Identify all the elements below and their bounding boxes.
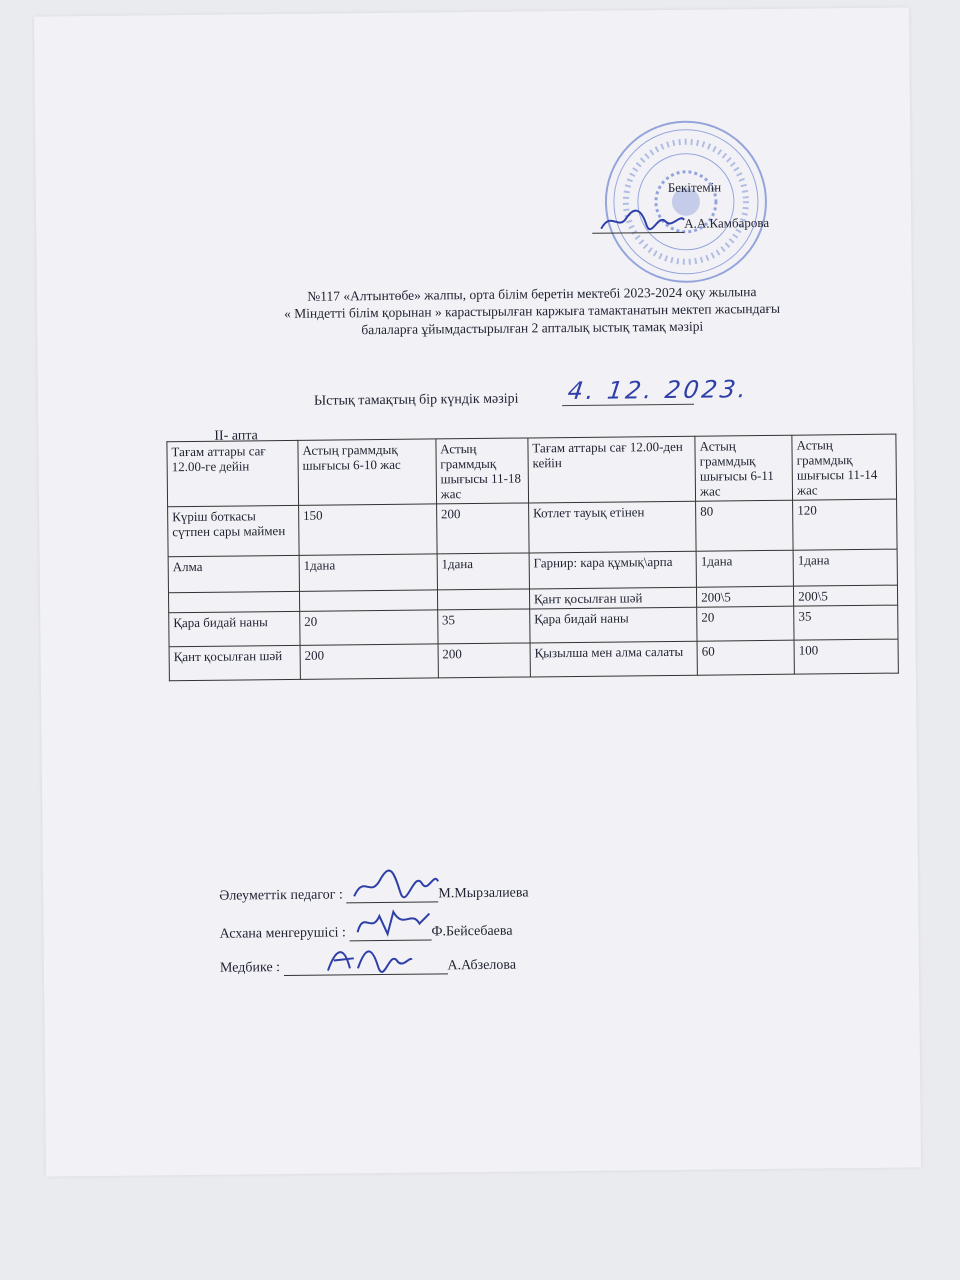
signature-mark xyxy=(350,865,440,904)
table-cell: Күріш боткасы сүтпен сары маймен xyxy=(168,505,299,556)
document-page xyxy=(34,7,921,1176)
table-cell xyxy=(299,590,437,611)
header-cell: Астың граммдық шығысы 11-14 жас xyxy=(792,434,897,500)
table-row xyxy=(168,499,897,557)
signature-name: Ф.Бейсебаева xyxy=(431,923,513,940)
table-cell xyxy=(437,589,529,610)
table-cell: 200 xyxy=(436,503,529,554)
header-cell: Астың граммдық шығысы 6-11 жас xyxy=(695,435,793,501)
signature-mark xyxy=(323,938,413,977)
header-cell: Астың граммдық шығысы 11-18 жас xyxy=(436,438,529,504)
header-cell: Тағам аттары сағ 12.00-ден кейін xyxy=(528,436,696,503)
header-cell: Астың граммдық шығысы 6-10 жас xyxy=(298,439,436,505)
daily-menu-title: Ыстық тамақтың бір күндік мәзірі xyxy=(313,391,519,409)
table-cell: Қызылша мен алма салаты xyxy=(530,641,698,677)
director-signature xyxy=(596,200,686,241)
table-cell: Қант қосылған шәй xyxy=(529,587,696,609)
handwritten-date: 4. 12. 2023. xyxy=(566,375,751,406)
table-cell: Қара бидай наны xyxy=(169,611,300,646)
table-cell: Гарнир: кара құмық\арпа xyxy=(529,551,697,589)
signature-row-social-pedagogue xyxy=(219,885,529,904)
table-cell: 120 xyxy=(793,499,897,550)
signature-line xyxy=(346,887,438,903)
table-cell: 1дана xyxy=(696,550,793,587)
table-cell: 1дана xyxy=(793,549,897,586)
table-cell: Котлет тауық етінен xyxy=(528,501,696,553)
table-row xyxy=(169,639,898,681)
heading-line-3: балаларға ұйымдастырылған 2 апталық ыстық тамақ мәзірі xyxy=(361,318,704,338)
table-cell: 35 xyxy=(437,609,530,644)
table-cell: Алма xyxy=(168,555,299,592)
signature-role: Медбике : xyxy=(219,960,281,976)
table-cell: 1дана xyxy=(437,553,530,590)
table-cell: 35 xyxy=(794,605,898,640)
menu-table xyxy=(166,434,898,682)
table-cell: Қант қосылған шәй xyxy=(169,645,300,680)
table-cell: 20 xyxy=(697,606,794,641)
document-heading xyxy=(187,282,877,340)
signature-row-nurse xyxy=(220,958,516,977)
header-cell: Тағам аттары сағ 12.00-ге дейін xyxy=(167,440,299,506)
table-header-row xyxy=(167,434,897,507)
table-cell: 150 xyxy=(298,504,436,555)
signature-name: А.Абзелова xyxy=(447,957,517,974)
signature-line xyxy=(283,959,447,976)
table-cell: 200\5 xyxy=(794,585,898,606)
signature-mark xyxy=(353,903,433,942)
heading-line-2: « Міндетті білім қорынан » карастырылған каржыға тамактанатын мектеп жасындағы xyxy=(283,300,781,322)
signature-role: Асхана менгерушісі : xyxy=(219,925,346,942)
table-cell: Қара бидай наны xyxy=(530,607,698,643)
approval-title: Бекітемін xyxy=(667,179,722,195)
approval-name: А.А.Камбарова xyxy=(684,214,770,231)
table-cell: 200 xyxy=(300,644,438,679)
table-cell: 200\5 xyxy=(697,586,794,607)
heading-line-1: №117 «Алтынтөбе» жалпы, орта білім беретін мектебі 2023-2024 оқу жылына xyxy=(307,284,757,304)
table-cell: 100 xyxy=(794,639,898,674)
table-cell: 60 xyxy=(697,640,794,675)
week-label: II- апта xyxy=(214,428,258,444)
table-cell: 200 xyxy=(438,643,531,678)
signature-role: Әлеуметтік педагог : xyxy=(219,887,343,904)
table-cell xyxy=(168,591,299,612)
table-cell: 1дана xyxy=(299,554,437,591)
table-cell: 20 xyxy=(300,610,438,645)
signature-name: М.Мырзалиева xyxy=(438,885,529,902)
table-cell: 80 xyxy=(696,500,794,551)
